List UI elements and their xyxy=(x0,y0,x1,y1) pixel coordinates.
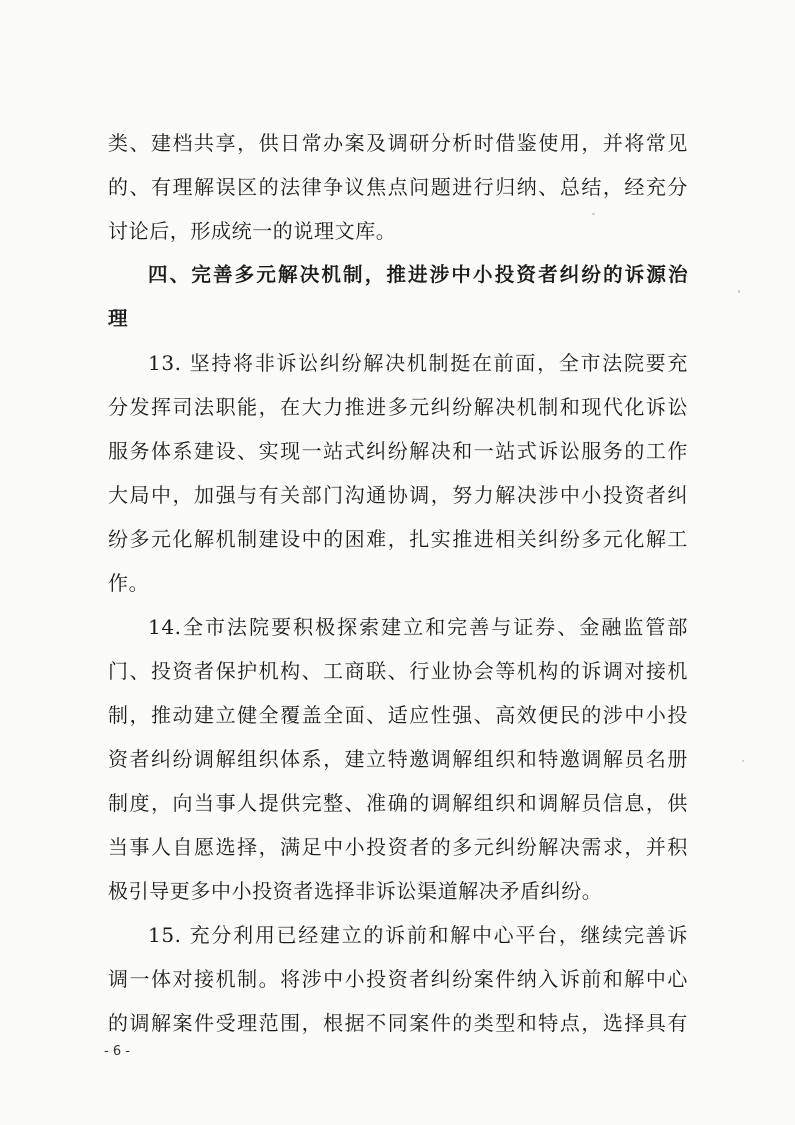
paragraph-13-line-6: 作。 xyxy=(108,571,150,595)
paragraph-14-line-3: 制，推动建立健全覆盖全面、适应性强、高效便民的涉中小投 xyxy=(108,703,688,727)
paragraph-13-line-2: 分发挥司法职能，在大力推进多元纠纷解决机制和现代化诉讼 xyxy=(108,395,688,419)
paragraph-14-line-6: 当事人自愿选择，满足中小投资者的多元纠纷解决需求，并积 xyxy=(108,835,688,859)
section-heading-4: 四、完善多元解决机制，推进涉中小投资者纠纷的诉源治 xyxy=(148,263,688,286)
body-line-1: 类、建档共享，供日常办案及调研分析时借鉴使用，并将常见 xyxy=(108,131,688,155)
paragraph-14-line-7: 极引导更多中小投资者选择非诉讼渠道解决矛盾纠纷。 xyxy=(108,879,603,903)
section-heading-4-continued: 理 xyxy=(108,307,128,330)
body-line-3: 讨论后，形成统一的说理文库。 xyxy=(108,219,397,243)
paragraph-15-line-2: 调一体对接机制。将涉中小投资者纠纷案件纳入诉前和解中心 xyxy=(108,967,688,991)
paragraph-13-line-3: 服务体系建设、实现一站式纠纷解决和一站式诉讼服务的工作 xyxy=(108,439,688,463)
paragraph-13-line-5: 纷多元化解机制建设中的困难，扎实推进相关纠纷多元化解工 xyxy=(108,527,688,551)
scan-speck xyxy=(738,290,740,293)
paragraph-15-line-1: 15. 充分利用已经建立的诉前和解中心平台，继续完善诉 xyxy=(148,923,688,947)
paragraph-13-line-1: 13. 坚持将非诉讼纠纷解决机制挺在前面，全市法院要充 xyxy=(148,351,688,375)
scan-speck xyxy=(592,213,595,215)
page-number: - 6 - xyxy=(104,1044,130,1059)
paragraph-14-line-1: 14.全市法院要积极探索建立和完善与证券、金融监管部 xyxy=(148,615,688,639)
paragraph-14-line-4: 资者纠纷调解组织体系，建立特邀调解组织和特邀调解员名册 xyxy=(108,747,688,771)
body-line-2: 的、有理解误区的法律争议焦点问题进行归纳、总结，经充分 xyxy=(108,175,688,199)
paragraph-14-line-5: 制度，向当事人提供完整、准确的调解组织和调解员信息，供 xyxy=(108,791,688,815)
paragraph-15-line-3: 的调解案件受理范围，根据不同案件的类型和特点，选择具有 xyxy=(108,1011,688,1035)
scan-speck xyxy=(742,760,744,762)
paragraph-13-line-4: 大局中，加强与有关部门沟通协调，努力解决涉中小投资者纠 xyxy=(108,483,688,507)
paragraph-14-line-2: 门、投资者保护机构、工商联、行业协会等机构的诉调对接机 xyxy=(108,659,688,683)
